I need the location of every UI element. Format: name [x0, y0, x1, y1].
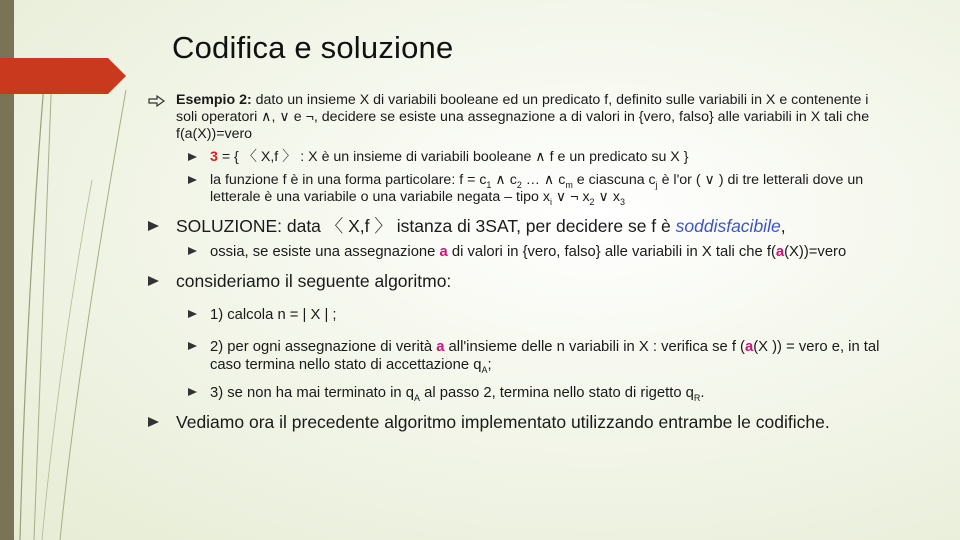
hand-pointing-icon	[148, 92, 176, 113]
list-item-final	[148, 412, 888, 433]
arrow-bullet-icon	[188, 306, 210, 318]
3sat-definition	[210, 149, 688, 166]
final-text: Vediamo ora il precedente algoritmo implementato utilizzando entrambe le codifiche.	[176, 412, 830, 432]
step3-c: .	[700, 385, 705, 401]
assignment-letter: a	[439, 244, 448, 260]
list-item-step3	[188, 384, 888, 402]
sub-2: 2	[516, 179, 522, 190]
soddisfacibile-term: soddisfacibile	[675, 216, 781, 236]
3sat-symbol: 3	[210, 149, 218, 165]
arrow-bullet-icon	[188, 338, 210, 350]
ossia-a: ossia, se esiste una assegnazione	[210, 244, 440, 260]
solution-text	[176, 216, 786, 237]
3sat-definition-text: = { 〈 X,f 〉 : X è un insieme di variabili booleane ∧ f e un predicato su X }	[217, 149, 689, 165]
slide-content	[148, 92, 888, 433]
assignment-letter-2: a	[775, 244, 785, 260]
step2-b: all'insieme delle n variabili in X : verifica se f (	[444, 339, 745, 355]
sub-1: 1	[486, 179, 492, 190]
arrow-bullet-icon	[188, 243, 210, 255]
cnf-text-f: ∨ ¬ x	[551, 189, 590, 205]
ossia-text	[210, 243, 846, 261]
list-item-example	[148, 92, 888, 143]
step1-text: 1) calcola n = | X | ;	[210, 307, 337, 323]
step2-text	[210, 338, 888, 374]
list-item-step2	[188, 338, 888, 374]
step3-sub2: R	[693, 392, 701, 403]
cnf-text-g: ∨ x	[594, 189, 620, 205]
example-text	[176, 92, 888, 143]
slide-title: Codifica e soluzione	[172, 30, 454, 65]
arrow-bullet-icon	[188, 384, 210, 396]
list-item-3sat-def	[188, 149, 888, 166]
list-item-ossia	[188, 243, 888, 261]
ossia-b: di valori in {vero, falso} alle variabili in X tali che f(	[447, 244, 776, 260]
list-item-step1	[188, 306, 888, 324]
cnf-text-e: è l'or ( ∨ ) di tre letterali dove un letterale è una variabile o una variabile negata – tipo x	[210, 172, 864, 205]
step2-d: ;	[487, 357, 492, 373]
step2-letter: a	[436, 339, 445, 355]
cnf-text-c: … ∧ c	[521, 172, 566, 188]
step2-sub: A	[481, 364, 488, 375]
step3-a: 3) se non ha mai terminato in q	[210, 385, 414, 401]
example-label: Esempio 2:	[176, 92, 252, 108]
cnf-text-a: la funzione f è in una forma particolare: f = c	[210, 172, 487, 188]
step3-text	[210, 384, 705, 402]
cnf-text-b: ∧ c	[491, 172, 517, 188]
cnf-text-d: e ciascuna c	[572, 172, 656, 188]
sub-i: i	[549, 196, 552, 207]
step3-sub1: A	[413, 392, 420, 403]
cnf-description	[210, 172, 888, 206]
step2-c: (X )) = vero e, in tal caso termina nello stato di accettazione q	[210, 339, 880, 373]
solution-text-b: ,	[780, 216, 786, 236]
arrow-bullet-icon	[188, 149, 210, 161]
step2-letter-2: a	[744, 339, 754, 355]
list-item-algorithm	[148, 271, 888, 292]
arrow-bullet-icon	[148, 271, 176, 286]
algorithm-heading: consideriamo il seguente algoritmo:	[176, 271, 452, 291]
title-accent-tab	[0, 56, 130, 98]
list-item-cnf	[188, 172, 888, 206]
step2-a: 2) per ogni assegnazione di verità	[210, 339, 437, 355]
step3-b: al passo 2, termina nello stato di rigetto q	[420, 385, 694, 401]
sub-m: m	[565, 179, 573, 190]
ossia-c: (X))=vero	[784, 244, 847, 260]
solution-text-a: SOLUZIONE: data 〈 X,f 〉 istanza di 3SAT, per decidere se f è	[176, 216, 676, 236]
arrow-bullet-icon	[148, 412, 176, 427]
arrow-bullet-icon	[188, 172, 210, 184]
example-body: dato un insieme X di variabili booleane ed un predicato f, definito sulle variabili in X e contenente i soli operatori ∧, ∨ e ¬, decidere se esiste una assegnazione a di valori in {vero, falso} alle variabili in X tali che f(a(X))=vero	[176, 92, 870, 142]
list-item-solution	[148, 216, 888, 237]
sub-j: j	[655, 179, 658, 190]
sub-3: 3	[619, 196, 625, 207]
arrow-bullet-icon	[148, 216, 176, 231]
sub-2b: 2	[589, 196, 595, 207]
